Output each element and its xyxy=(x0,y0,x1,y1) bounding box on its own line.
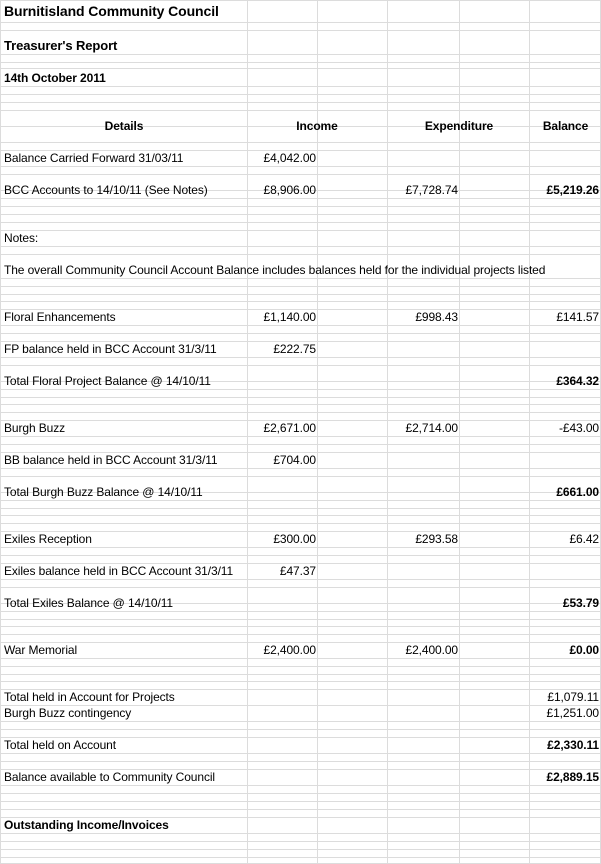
column-header-expenditure: Expenditure xyxy=(424,119,494,133)
grid-row-line xyxy=(0,681,601,682)
grid-row-line xyxy=(0,436,601,437)
floral-expenditure: £998.43 xyxy=(415,310,458,324)
grid-row-line xyxy=(0,278,601,279)
grid-row-line xyxy=(0,476,601,477)
grid-row-line xyxy=(0,222,601,223)
bcc-income: £8,906.00 xyxy=(263,183,316,197)
grid-row-line xyxy=(0,523,601,524)
grid-row-line xyxy=(0,801,601,802)
grid-row-line xyxy=(0,729,601,730)
grid-row-line xyxy=(0,468,601,469)
column-header-balance: Balance xyxy=(542,119,589,133)
grid-row-line xyxy=(0,301,601,302)
grid-row-line xyxy=(0,547,601,548)
grid-row-line xyxy=(0,579,601,580)
grid-row-line xyxy=(0,857,601,858)
column-header-income: Income xyxy=(296,119,338,133)
grid-row-line xyxy=(0,174,601,175)
totals-held-value: £2,330.11 xyxy=(547,738,599,752)
grid-row-line xyxy=(0,666,601,667)
grid-row-line xyxy=(0,397,601,398)
floral-label: Floral Enhancements xyxy=(4,310,116,324)
grid-row-line xyxy=(0,325,601,326)
exiles-income: £300.00 xyxy=(273,532,316,546)
burgh-total-value: £661.00 xyxy=(556,485,599,499)
grid-row-line xyxy=(0,94,601,95)
grid-row-line xyxy=(0,412,601,413)
burgh-income: £2,671.00 xyxy=(263,421,316,435)
totals-available-value: £2,889.15 xyxy=(546,770,599,784)
report-title: Burnitisland Community Council xyxy=(4,3,219,19)
grid-row-line xyxy=(0,198,601,199)
floral-held-value: £222.75 xyxy=(273,342,316,356)
grid-row-line xyxy=(0,833,601,834)
exiles-total-value: £53.79 xyxy=(562,596,599,610)
war-label: War Memorial xyxy=(4,643,78,657)
grid-row-line xyxy=(0,508,601,509)
exiles-label: Exiles Reception xyxy=(4,532,92,546)
grid-row-line xyxy=(0,166,601,167)
totals-projects-value: £1,079.11 xyxy=(547,690,599,704)
bcc-label: BCC Accounts to 14/10/11 (See Notes) xyxy=(4,183,208,197)
burgh-expenditure: £2,714.00 xyxy=(405,421,458,435)
totals-projects-label: Total held in Account for Projects xyxy=(4,690,175,704)
floral-total-value: £364.32 xyxy=(556,374,599,388)
floral-balance: £141.57 xyxy=(556,310,599,324)
report-subtitle: Treasurer's Report xyxy=(4,38,118,53)
grid-row-line xyxy=(0,102,601,103)
grid-row-line xyxy=(0,674,601,675)
grid-row-line xyxy=(0,286,601,287)
grid-row-line xyxy=(0,626,601,627)
grid-row-line xyxy=(0,793,601,794)
exiles-balance: £6.42 xyxy=(569,532,599,546)
floral-held-label: FP balance held in BCC Account 31/3/11 xyxy=(4,342,217,356)
grid-row-line xyxy=(0,0,601,1)
totals-contingency-value: £1,251.00 xyxy=(546,706,599,720)
grid-row-line xyxy=(0,214,601,215)
grid-row-line xyxy=(0,68,601,69)
grid-row-line xyxy=(0,357,601,358)
totals-held-label: Total held on Account xyxy=(4,738,116,752)
grid-row-line xyxy=(0,721,601,722)
grid-row-line xyxy=(0,587,601,588)
bcc-expenditure: £7,728.74 xyxy=(405,183,458,197)
burgh-total-label: Total Burgh Buzz Balance @ 14/10/11 xyxy=(4,485,203,499)
burgh-label: Burgh Buzz xyxy=(4,421,66,435)
grid-row-line xyxy=(0,785,601,786)
grid-row-line xyxy=(0,206,601,207)
report-date: 14th October 2011 xyxy=(4,71,106,85)
notes-label: Notes: xyxy=(4,231,39,245)
grid-row-line xyxy=(0,333,601,334)
grid-row-line xyxy=(0,404,601,405)
grid-row-line xyxy=(0,54,601,55)
burgh-balance: -£43.00 xyxy=(559,421,599,435)
grid-row-line xyxy=(0,634,601,635)
totals-contingency-label: Burgh Buzz contingency xyxy=(4,706,132,720)
exiles-held-value: £47.37 xyxy=(279,564,316,578)
grid-row-line xyxy=(0,515,601,516)
burgh-held-label: BB balance held in BCC Account 31/3/11 xyxy=(4,453,218,467)
war-balance: £0.00 xyxy=(569,643,599,657)
grid-row-line xyxy=(0,500,601,501)
grid-row-line xyxy=(0,809,601,810)
grid-row-line xyxy=(0,619,601,620)
bcf-label: Balance Carried Forward 31/03/11 xyxy=(4,151,184,165)
grid-row-line xyxy=(0,142,601,143)
grid-row-line xyxy=(0,753,601,754)
grid-row-line xyxy=(0,294,601,295)
grid-row-line xyxy=(0,110,601,111)
grid-row-line xyxy=(0,849,601,850)
totals-available-label: Balance available to Community Council xyxy=(4,770,215,784)
grid-row-line xyxy=(0,389,601,390)
grid-row-line xyxy=(0,246,601,247)
grid-row-line xyxy=(0,62,601,63)
bcc-balance: £5,219.26 xyxy=(546,183,599,197)
grid-row-line xyxy=(0,658,601,659)
grid-row-line xyxy=(0,365,601,366)
exiles-held-label: Exiles balance held in BCC Account 31/3/11 xyxy=(4,564,234,578)
grid-row-line xyxy=(0,86,601,87)
grid-row-line xyxy=(0,254,601,255)
grid-row-line xyxy=(0,611,601,612)
outstanding-label: Outstanding Income/Invoices xyxy=(4,818,169,832)
grid-row-line xyxy=(0,230,601,231)
exiles-total-label: Total Exiles Balance @ 14/10/11 xyxy=(4,596,173,610)
column-header-details: Details xyxy=(104,119,144,133)
war-income: £2,400.00 xyxy=(263,643,316,657)
floral-income: £1,140.00 xyxy=(263,310,316,324)
floral-total-label: Total Floral Project Balance @ 14/10/11 xyxy=(4,374,211,388)
burgh-held-value: £704.00 xyxy=(273,453,316,467)
grid-row-line xyxy=(0,30,601,31)
grid-row-line xyxy=(0,841,601,842)
notes-text: The overall Community Council Account Balance includes balances held for the individual projects listed xyxy=(4,263,546,277)
grid-row-line xyxy=(0,22,601,23)
grid-row-line xyxy=(0,761,601,762)
grid-row-line xyxy=(0,444,601,445)
war-expenditure: £2,400.00 xyxy=(405,643,458,657)
exiles-expenditure: £293.58 xyxy=(415,532,458,546)
bcf-income: £4,042.00 xyxy=(263,151,316,165)
grid-row-line xyxy=(0,555,601,556)
